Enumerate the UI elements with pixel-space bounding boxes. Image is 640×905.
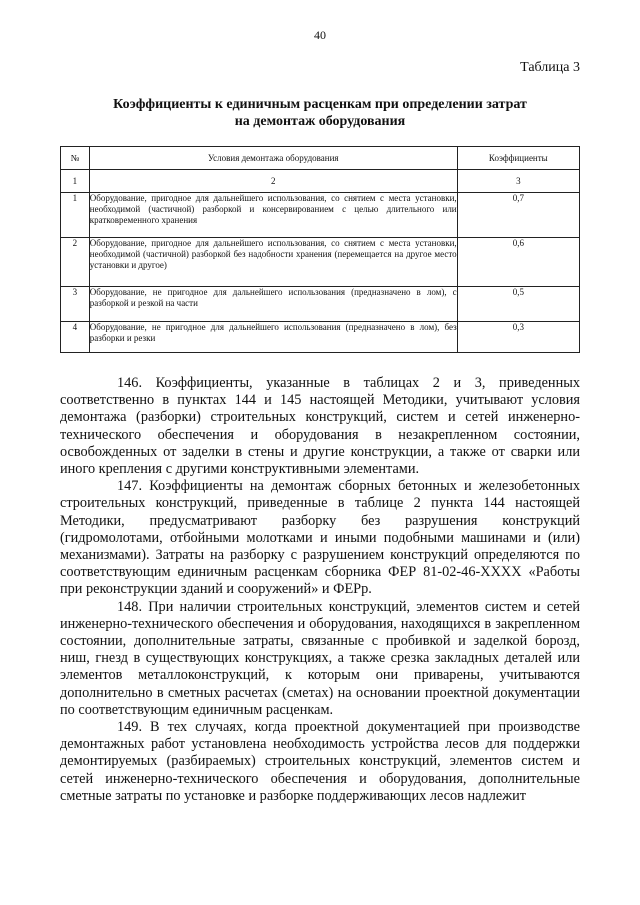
table-row <box>61 322 580 353</box>
row-coefficient: 0,3 <box>457 322 579 353</box>
coefficients-table <box>60 146 580 353</box>
paragraph-147: 147. Коэффициенты на демонтаж сборных бетонных и железобетонных строительных конструкций, приведенные в таблице 2 пункта 144 настоящей Методики, предусматривают разборку без разрушения конструкций (гидромолотами, отбойными молотками и иными подобными машинами и (или) механизмами). Затраты на разборку с разрушением конструкций определяются по соответствующим единичным расценкам сборника ФЕР 81-02-46-XXXX «Работы при реконструкции зданий и сооружений» и ФЕРр. <box>60 478 580 598</box>
row-coefficient: 0,6 <box>457 238 579 287</box>
row-number: 4 <box>61 322 90 353</box>
table-label: Таблица 3 <box>520 60 580 75</box>
body-text <box>60 375 580 805</box>
table-row <box>61 238 580 287</box>
table-row <box>61 287 580 322</box>
table-header-row <box>61 147 580 170</box>
title-line-1: Коэффициенты к единичным расценкам при определении затрат <box>113 97 527 112</box>
table-row <box>61 193 580 238</box>
table-index-row <box>61 170 580 193</box>
index-cell-1: 1 <box>61 170 90 193</box>
row-condition: Оборудование, не пригодное для дальнейшего использования (предназначено в лом), с разборкой и резкой на части <box>89 287 457 322</box>
row-coefficient: 0,5 <box>457 287 579 322</box>
paragraph-149: 149. В тех случаях, когда проектной документацией при производстве демонтажных работ установлена необходимость устройства лесов для поддержки демонтируемых (разбираемых) строительных конструкций, элементов систем и сетей инженерно-технического обеспечения и оборудования, дополнительные сметные затраты по установке и разборке поддерживающих лесов надлежит <box>60 719 580 804</box>
page-number: 40 <box>314 28 326 42</box>
table-title <box>0 96 640 130</box>
row-condition: Оборудование, пригодное для дальнейшего использования, со снятием с места установки, необходимой (частичной) разборкой и консервированием с целью длительного или кратковременного хранения <box>89 193 457 238</box>
row-coefficient: 0,7 <box>457 193 579 238</box>
row-number: 3 <box>61 287 90 322</box>
row-condition: Оборудование, пригодное для дальнейшего использования, со снятием с места установки, необходимой (частичной) разборкой без надобности хранения (перемещается на другое место установки и другое) <box>89 238 457 287</box>
row-number: 2 <box>61 238 90 287</box>
paragraph-146: 146. Коэффициенты, указанные в таблицах 2 и 3, приведенных соответственно в пунктах 144 и 145 настоящей Методики, учитывают условия демонтажа (разборки) строительных конструкций, систем и сетей инженерно-технического обеспечения и оборудования в незакрепленном состоянии, освобожденных от заделки в стены и другие конструкции, а также от сварки или иного крепления с другими конструктивными элементами. <box>60 375 580 478</box>
header-conditions: Условия демонтажа оборудования <box>89 147 457 170</box>
index-cell-3: 3 <box>457 170 579 193</box>
title-line-2: на демонтаж оборудования <box>234 114 406 129</box>
paragraph-148: 148. При наличии строительных конструкций, элементов систем и сетей инженерно-технического обеспечения и оборудования, находящихся в закрепленном состоянии, дополнительные затраты, связанные с пробивкой и заделкой борозд, ниш, гнезд в существующих конструкциях, а также срезка закладных деталей или элементов металлоконструкций, к которым они приварены, учитываются дополнительно в сметных расчетах (сметах) на основании проектной документации по соответствующим единичным расценкам. <box>60 598 580 718</box>
header-number: № <box>61 147 90 170</box>
index-cell-2: 2 <box>89 170 457 193</box>
row-number: 1 <box>61 193 90 238</box>
row-condition: Оборудование, не пригодное для дальнейшего использования (предназначено в лом), без разборки и резки <box>89 322 457 353</box>
header-coefficients: Коэффициенты <box>457 147 579 170</box>
